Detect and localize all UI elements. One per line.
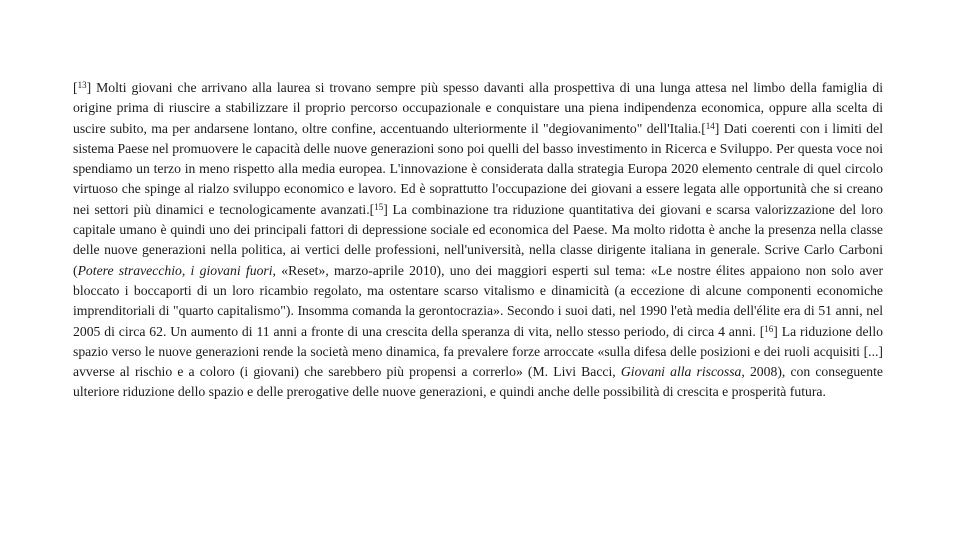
italic-title: Potere stravecchio, i giovani fuori <box>77 262 273 278</box>
footnote-ref-16: 16 <box>764 323 774 334</box>
document-page <box>73 78 883 403</box>
text-segment: ] La riduzione dello spazio verso le nuove generazioni rende la società meno dinamica, fa prevalere forze arroccate «sulla difesa delle posizioni e dei ruoli acquisiti [...] avverse al rischio e a coloro (i giovani) che sarebbero più propensi a correrlo» (M. Livi Bacci, <box>73 323 883 380</box>
italic-title: Giovani alla riscossa <box>620 364 742 380</box>
text-segment: ] La combinazione tra riduzione quantitativa dei giovani e scarsa valorizzazione del loro capitale umano è quindi uno dei principali fattori di depressione sociale ed economica del Paese. Ma molto ridotta è anche la presenza nella classe delle nuove generazioni nella politica, ai vertici delle professioni, nell'università, nella classe dirigente italiana in generale. Scrive Carlo Carboni ( <box>73 201 884 278</box>
text-segment: ] Dati coerenti con i limiti del sistema Paese nel promuovere le capacità delle nuove generazioni sono poi quelli del basso investimento in Ricerca e Sviluppo. Per questa voce noi spendiamo un terzo in meno rispetto alla media europea. L'innovazione è considerata dalla strategia Europa 2020 elemento centrale di quel circolo virtuoso che spinge al rialzo sviluppo economico e lavoro. Ed è soprattutto l'occupazione dei giovani a essere legata alle opportunità che si creano nei settori più dinamici e tecnologicamente avanzati.[ <box>73 120 883 217</box>
text-segment: , 2008), con conseguente ulteriore riduzione dello spazio e delle prerogative delle nuove generazioni, e quindi anche delle possibilità di crescita e prosperità futura. <box>73 364 883 400</box>
text-segment: ] Molti giovani che arrivano alla laurea si trovano sempre più spesso davanti alla prospettiva di una lunga attesa nel limbo della famiglia di origine prima di riuscire a stabilizzare il proprio percorso occupazionale e conquistare una piena indipendenza economica, oppure alla scelta di uscire subito, ma per andarsene lontano, oltre confine, accentuando ulteriormente il "degiovanimento" dell'Italia.[ <box>73 80 883 136</box>
text-segment: [ <box>73 80 78 95</box>
footnote-ref-15: 15 <box>374 201 384 212</box>
footnote-ref-13: 13 <box>77 80 87 90</box>
footnote-ref-14: 14 <box>705 120 715 131</box>
text-segment: , «Reset», marzo-aprile 2010), uno dei maggiori esperti sul tema: «Le nostre élites appaiono non solo aver bloccato i boccaporti di un loro ricambio regolato, ma ostentare scarso vitalismo e dinamicità (a eccezione di alcune componenti economiche imprenditoriali di "quarto capitalismo"). Insomma comanda la gerontocrazia». Secondo i suoi dati, nel 1990 l'età media dell'élite era di 51 anni, nel 2005 di circa 62. Un aumento di 11 anni a fronte di una crescita della speranza di vita, nello stesso periodo, di circa 4 anni. [ <box>73 262 883 339</box>
body-paragraph <box>73 78 883 403</box>
